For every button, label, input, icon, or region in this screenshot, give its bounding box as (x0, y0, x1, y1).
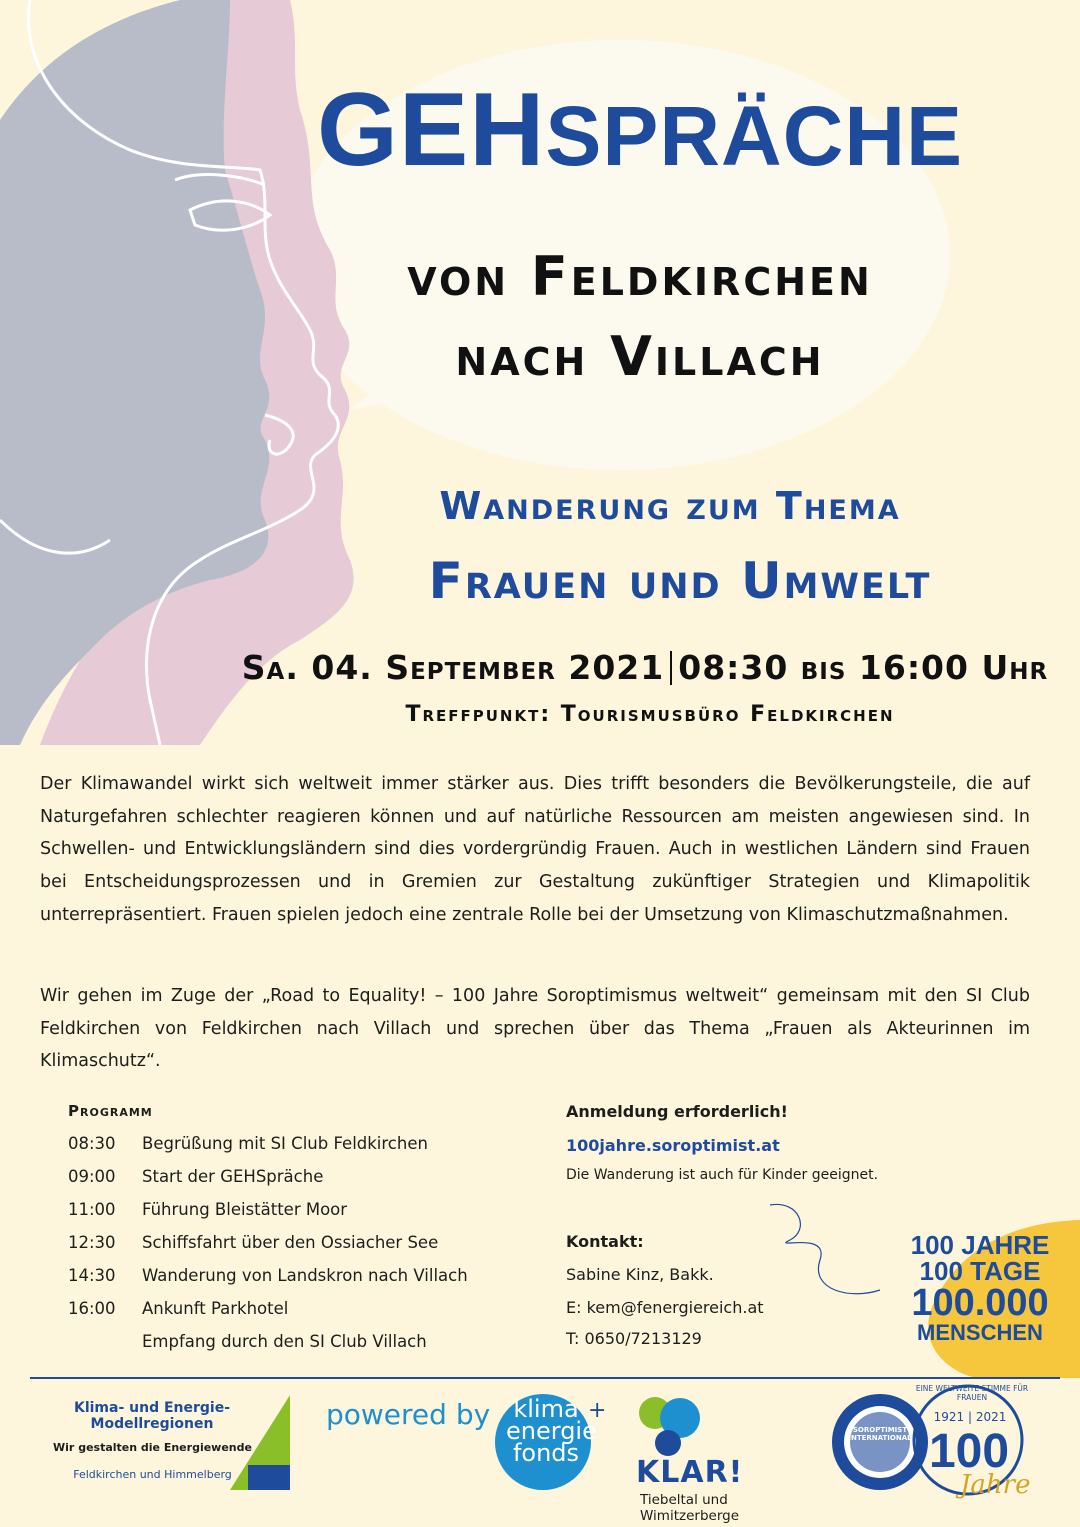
program-list (68, 1127, 528, 1358)
program-item: 16:00 Ankunft Parkhotel (68, 1299, 289, 1318)
soroptimist-years: 1921 | 2021 (933, 1410, 1007, 1424)
soroptimist-100: 100 (928, 1425, 1010, 1478)
program-item: 09:00 Start der GEHSpräche (68, 1167, 324, 1186)
program-item: 12:30 Schiffsfahrt über den Ossiacher See (68, 1233, 439, 1252)
theme-title: Frauen und Umwelt (428, 552, 932, 610)
program-item: 11:00 Führung Bleistätter Moor (68, 1200, 348, 1219)
klar-logo-title: KLAR! (636, 1455, 744, 1490)
contact-heading: Kontakt: (566, 1232, 644, 1251)
event-time: 08:30 bis 16:00 Uhr (678, 648, 1049, 687)
kem-logo-tagline: Wir gestalten die Energiewende (53, 1441, 252, 1454)
subtitle-line1: von Feldkirchen (407, 245, 873, 308)
registration-note: Die Wanderung ist auch für Kinder geeignet. (566, 1167, 879, 1183)
kem-logo-region: Feldkirchen und Himmelberg (73, 1468, 232, 1481)
contact-name: Sabine Kinz, Bakk. (566, 1265, 714, 1284)
footer-divider (30, 1377, 1060, 1379)
program-heading: Programm (68, 1102, 153, 1120)
contact-phone: T: 0650/7213129 (566, 1329, 702, 1348)
date-separator (670, 651, 672, 685)
soroptimist-ring-text: EINE WELTWEITE STIMME FÜR FRAUEN (915, 1384, 1029, 1402)
event-date: Sa. 04. September 2021 (241, 648, 665, 687)
registration-link[interactable]: 100jahre.soroptimist.at (566, 1136, 780, 1155)
event-datetime (200, 648, 1080, 687)
program-item: Empfang durch den SI Club Villach (142, 1332, 427, 1351)
program-item: 08:30 Begrüßung mit SI Club Feldkirchen (68, 1134, 428, 1153)
campaign-badge (880, 1232, 1080, 1344)
fund-plus: + (588, 1398, 607, 1423)
contact-email[interactable]: E: kem@fenergiereich.at (566, 1298, 764, 1317)
body-paragraph-1: Der Klimawandel wirkt sich weltweit immer stärker aus. Dies trifft besonders die Bevölkerungsteile, die auf Naturgefahren schlechter reagieren können und auf natürliche Ressourcen am meisten angewiesen sind. In Schwellen- und Entwicklungsländern sind dies vordergründig Frauen. Auch in westlichen Ländern sind Frauen bei Entscheidungsprozessen und in Gremien zur Gestaltung zukünftiger Strategien und Klimapolitik unterrepräsentiert. Frauen spielen jedoch eine zentrale Rolle bei der Umsetzung von Klimaschutzmaßnahmen. (40, 774, 1030, 925)
subtitle-line2: nach Villach (455, 325, 825, 388)
badge-line4: MENSCHEN (917, 1320, 1043, 1345)
theme-intro: Wanderung zum Thema (439, 484, 901, 528)
event-title: GEHSPRÄCHE (316, 72, 964, 188)
soroptimist-script: Jahre (960, 1470, 1031, 1500)
body-paragraph-2: Wir gehen im Zuge der „Road to Equality! – 100 Jahre Soroptimismus weltweit“ gemeinsam mit den SI Club Feldkirchen von Feldkirchen nach Villach und sprechen über das Thema „Frauen als Akteurinnen im Klimaschutz“. (40, 986, 1030, 1072)
klar-logo-subtitle: Tiebeltal und Wimitzerberge (640, 1492, 740, 1524)
kem-logo-title: Klima- und Energie- Modellregionen (73, 1400, 231, 1433)
soroptimist-seal-text: SOROPTIMIST INTERNATIONAL (848, 1426, 912, 1442)
meeting-point: Treffpunkt: Tourismusbüro Feldkirchen (405, 702, 895, 727)
badge-line2: 100 TAGE (919, 1256, 1041, 1286)
badge-line1: 100 JAHRE (910, 1230, 1050, 1260)
klima-fonds-logo: klima energie fonds (506, 1395, 597, 1467)
program-item: 14:30 Wanderung von Landskron nach Villach (68, 1266, 468, 1285)
badge-line3: 100.000 (911, 1282, 1049, 1324)
registration-heading: Anmeldung erforderlich! (566, 1102, 788, 1121)
powered-by-text: powered by (326, 1398, 491, 1431)
